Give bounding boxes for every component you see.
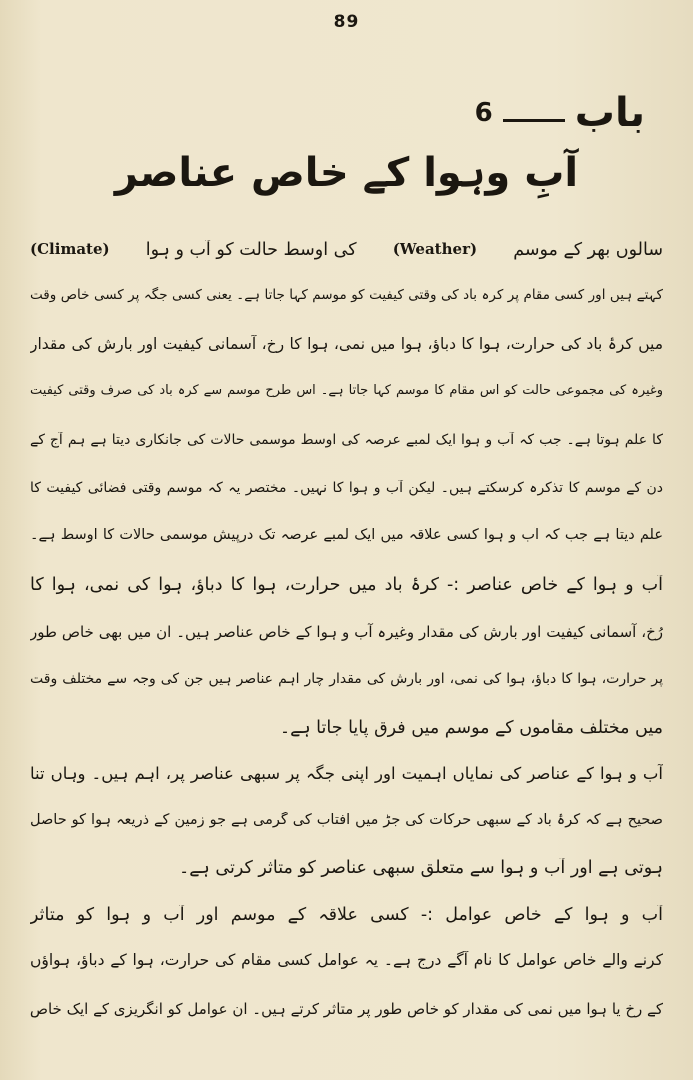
text-line: پر حرارت، ہوا کا دباؤ، ہوا کی نمی، اور بارش کی مقدار چار اہم عناصر ہیں جن کی وجہ سے مختلف وقت bbox=[30, 671, 663, 687]
term-climate: (Climate) bbox=[30, 240, 110, 258]
section-heading-elements: آب و ہوا کے خاص عناصر :- کرۂ باد میں حرارت، ہوا کا دباؤ، ہوا کی نمی، ہوا کا bbox=[30, 575, 663, 595]
text-line: کہتے ہیں اور کسی مقام پر کرہ باد کی وقتی کیفیت کو موسم کہا جاتا ہے۔ یعنی کسی جگہ پر کسی خاص وقت bbox=[30, 287, 663, 303]
text-line: علم دیتا ہے جب کہ آب و ہوا کسی علاقہ میں ایک لمبے عرصہ تک درپیش موسمی حالات کا اوسط ہے۔ bbox=[30, 527, 663, 543]
text-line: ہوتی ہے اور آب و ہوا سے متعلق سبھی عناصر کو متاثر کرتی ہے۔ bbox=[179, 858, 663, 878]
chapter-dash-divider bbox=[503, 119, 565, 122]
page-number: 89 bbox=[333, 12, 360, 32]
intro-line bbox=[30, 240, 663, 270]
term-weather: (Weather) bbox=[392, 240, 478, 258]
chapter-heading bbox=[475, 90, 645, 136]
text-line: دن کے موسم کا تذکرہ کرسکتے ہیں۔ لیکن آب و ہوا کا نہیں۔ مختصر یہ کہ موسم وقتی فضائی کیفیت کا bbox=[30, 480, 663, 496]
text-line: وغیرہ کی مجموعی حالت کو اس مقام کا موسم کہا جاتا ہے۔ اس طرح موسم سے کرہ باد کی صرف وقتی کیفیت bbox=[30, 383, 663, 398]
text-line: کا علم ہوتا ہے۔ جب کہ آب و ہوا ایک لمبے عرصہ کی اوسط موسمی حالات کی جانکاری دیتا ہے ہم آج کے bbox=[30, 432, 663, 448]
text-line: کرنے والے خاص عوامل کا نام آگے درج ہے۔ یہ عوامل کسی مقام کی حرارت، ہوا کے دباؤ، ہواؤں bbox=[30, 951, 663, 969]
chapter-number: 6 bbox=[474, 98, 493, 128]
chapter-word: باب bbox=[574, 90, 645, 136]
text-line: میں مختلف مقاموں کے موسم میں فرق پایا جاتا ہے۔ bbox=[279, 718, 663, 738]
text-line: رُخ، آسمانی کیفیت اور بارش کی مقدار وغیرہ آب و ہوا کے خاص عناصر ہیں۔ ان میں بھی خاص طور bbox=[30, 623, 663, 641]
chapter-title: آبِ وہوا کے خاص عناصر bbox=[114, 150, 579, 196]
text-line: میں کرۂ باد کی حرارت، ہوا کا دباؤ، ہوا میں نمی، ہوا کا رخ، آسمانی کیفیت اور بارش کی مقدار bbox=[30, 335, 663, 353]
intro-part-2: کی اوسط حالت کو آب و ہوا bbox=[145, 240, 357, 260]
text-line: کے رخ یا ہوا میں نمی کی مقدار کو خاص طور پر متاثر کرتے ہیں۔ ان عوامل کو انگریزی کے ایک خاص bbox=[30, 1000, 663, 1018]
text-line: صحیح ہے کہ کرۂ باد کے سبھی حرکات کی جڑ میں آفتاب کی گرمی ہے جو زمین کے ذریعہ ہوا کو حاصل bbox=[30, 812, 663, 828]
section-heading-factors: آب و ہوا کے خاص عوامل :- کسی علاقہ کے موسم اور آب و ہوا کو متاثر bbox=[30, 905, 663, 925]
text-line: آب و ہوا کے عناصر کی نمایاں اہمیت اور اپنی جگہ پر سبھی عناصر پر، اہم ہیں۔ وہاں تنا bbox=[30, 764, 663, 783]
intro-part-1: سالوں بھر کے موسم bbox=[513, 240, 663, 260]
